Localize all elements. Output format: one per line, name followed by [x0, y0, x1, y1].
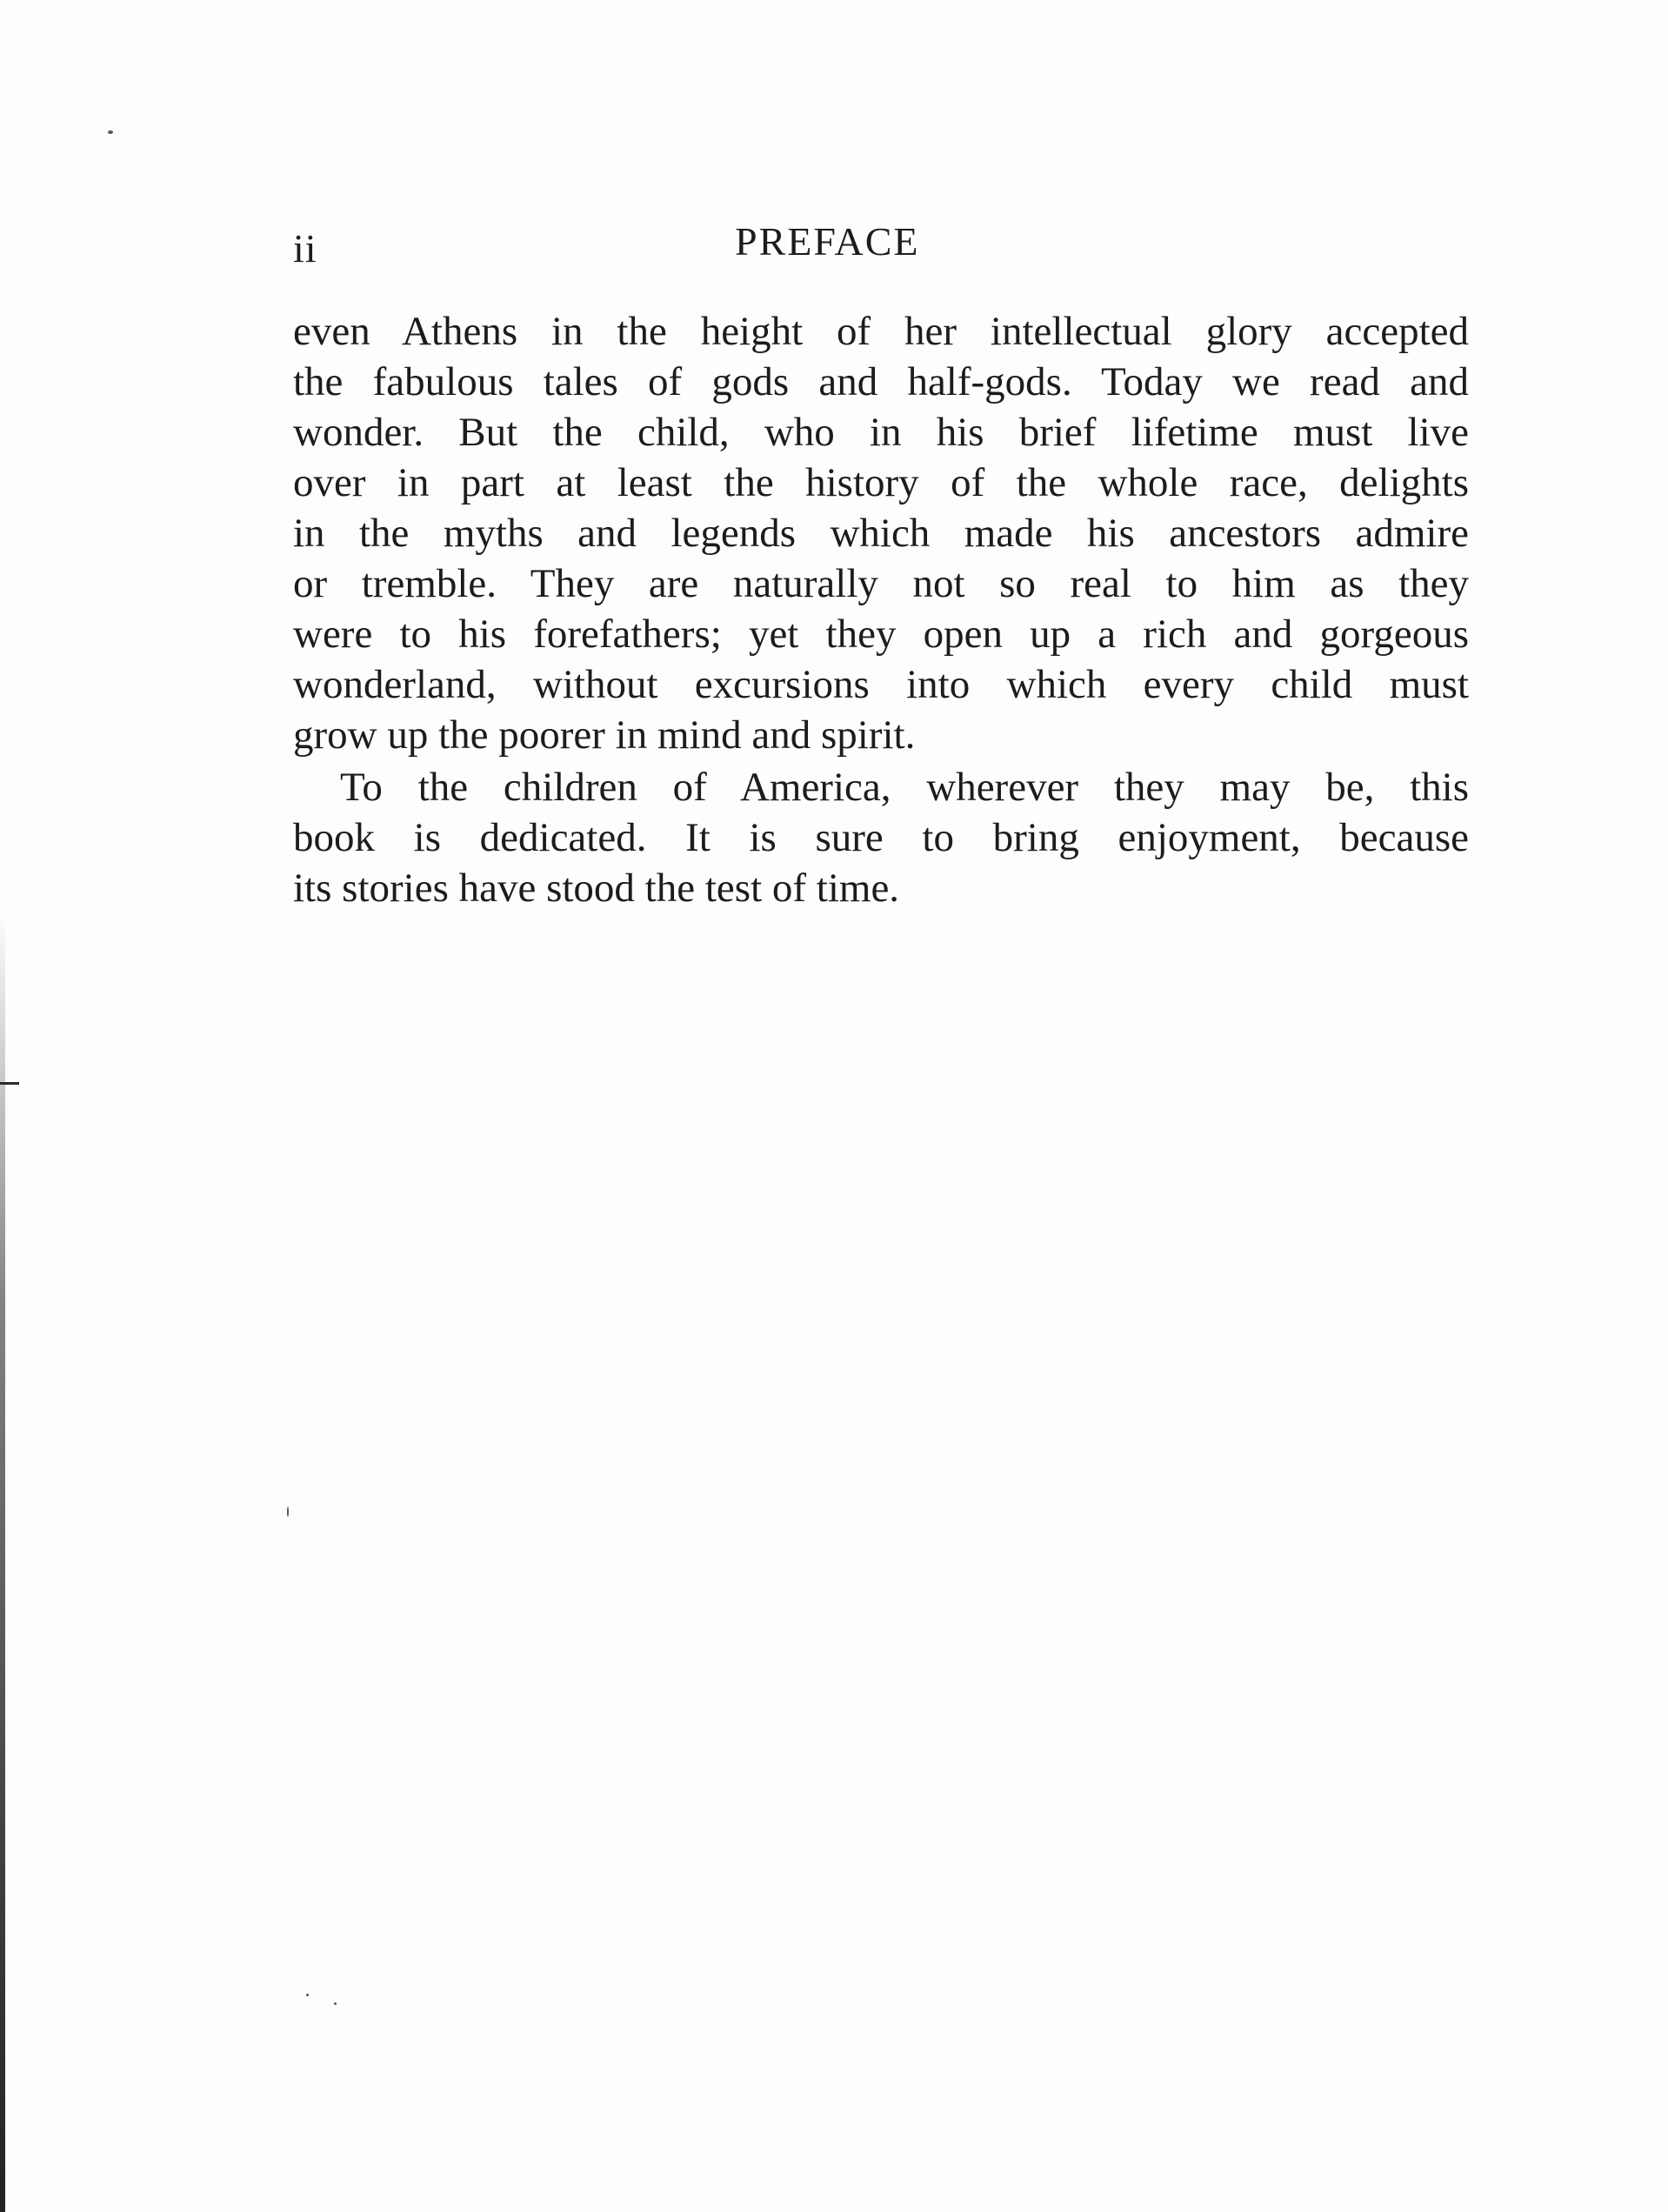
paper-speck	[334, 2002, 337, 2005]
text-line: wonderland, without excursions into which every child must	[293, 662, 1469, 707]
text-line: were to his forefathers; yet they open up a rich and gorgeous	[293, 611, 1469, 657]
text-line: over in part at least the history of the whole race, delights	[293, 460, 1469, 505]
text-line: its stories have stood the test of time.	[293, 865, 900, 911]
text-line: To the children of America, wherever they may be, this	[340, 765, 1469, 810]
text-line: even Athens in the height of her intellectual glory accepted	[293, 309, 1469, 354]
text-line: book is dedicated. It is sure to bring enjoyment, because	[293, 815, 1469, 860]
text-line: in the myths and legends which made his ancestors admire	[293, 511, 1469, 556]
paper-speck	[287, 1507, 289, 1517]
paragraph-1	[293, 306, 1469, 760]
scan-edge-shadow	[0, 913, 5, 2212]
paper-speck	[108, 130, 113, 134]
running-head: PREFACE	[735, 219, 920, 264]
text-line: grow up the poorer in mind and spirit.	[293, 712, 916, 758]
text-line: wonder. But the child, who in his brief lifetime must live	[293, 410, 1469, 455]
page-number: ii	[293, 226, 317, 271]
body-text	[293, 306, 1469, 913]
text-line: or tremble. They are naturally not so real to him as they	[293, 561, 1469, 606]
paragraph-2	[293, 762, 1469, 913]
scan-edge-mark	[0, 1082, 19, 1085]
paper-speck	[306, 1994, 309, 1996]
text-line: the fabulous tales of gods and half-gods. Today we read and	[293, 359, 1469, 404]
